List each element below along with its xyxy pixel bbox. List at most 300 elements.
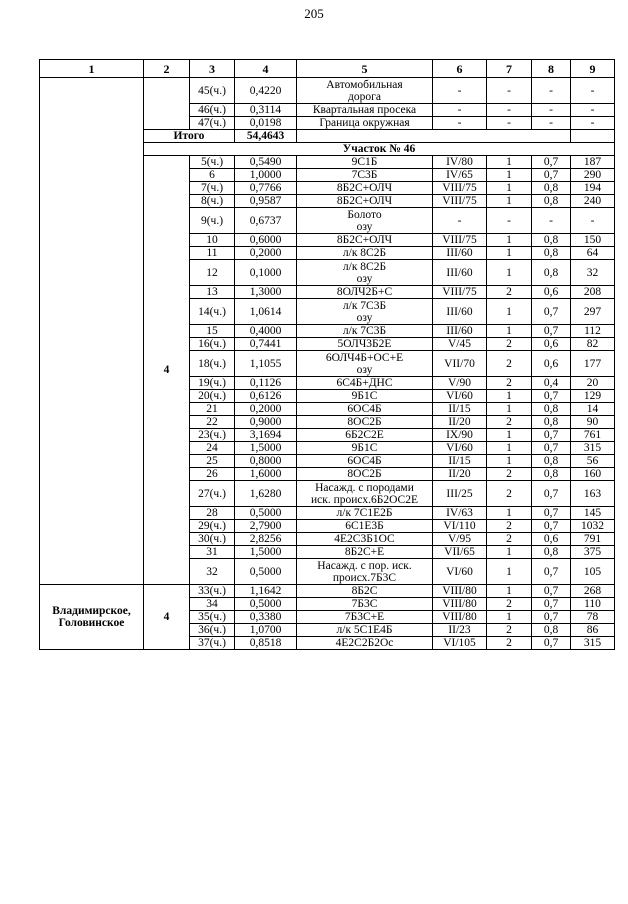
col8-cell: 0,7 (532, 390, 571, 403)
col8-cell: 0,8 (532, 455, 571, 468)
area-cell: 0,5000 (235, 559, 297, 585)
col7-cell: 1 (487, 390, 532, 403)
col7-cell: 1 (487, 260, 532, 286)
class-cell: - (433, 117, 487, 130)
col8-cell: 0,8 (532, 234, 571, 247)
subplot-cell: 37(ч.) (190, 637, 235, 650)
col7-cell: - (487, 104, 532, 117)
col7-cell: 1 (487, 234, 532, 247)
col9-cell: 14 (571, 403, 615, 416)
header-cell: 4 (235, 60, 297, 78)
description-cell (297, 429, 433, 442)
col9-cell: 297 (571, 299, 615, 325)
description-cell (297, 104, 433, 117)
col7-cell: 2 (487, 351, 532, 377)
area-cell: 0,5000 (235, 507, 297, 520)
forestry-cell (40, 585, 144, 650)
description-cell (297, 377, 433, 390)
area-cell: 0,6000 (235, 234, 297, 247)
col9-cell: 268 (571, 585, 615, 598)
col8-cell: 0,7 (532, 520, 571, 533)
description-cell (297, 611, 433, 624)
col9-cell: 375 (571, 546, 615, 559)
col8-cell: 0,8 (532, 468, 571, 481)
col9-cell: 78 (571, 611, 615, 624)
col7-cell: 1 (487, 156, 532, 169)
description-cell (297, 247, 433, 260)
subplot-cell: 36(ч.) (190, 624, 235, 637)
col9-cell: 105 (571, 559, 615, 585)
description-line: л/к 8С2Б (342, 247, 387, 259)
area-cell: 1,5000 (235, 442, 297, 455)
area-cell: 0,7766 (235, 182, 297, 195)
col9-cell: - (571, 78, 615, 104)
col7-cell: 2 (487, 598, 532, 611)
description-cell (297, 260, 433, 286)
description-line: 4Е2С2Б2Ос (335, 637, 394, 649)
description-cell (297, 455, 433, 468)
col9-cell: - (571, 104, 615, 117)
col9-cell: - (571, 208, 615, 234)
description-line: 8Б2С+ОЛЧ (336, 195, 393, 207)
subplot-cell: 34 (190, 598, 235, 611)
col9-cell: 187 (571, 156, 615, 169)
class-cell: II/15 (433, 455, 487, 468)
col8-cell: 0,8 (532, 247, 571, 260)
col9-cell: 315 (571, 637, 615, 650)
col9-cell: 129 (571, 390, 615, 403)
forest-inventory-table (39, 59, 615, 650)
class-cell: VI/110 (433, 520, 487, 533)
total-empty (571, 130, 615, 143)
area-cell: 0,3380 (235, 611, 297, 624)
col8-cell: 0,7 (532, 156, 571, 169)
col7-cell: 1 (487, 403, 532, 416)
description-cell (297, 195, 433, 208)
area-cell: 0,9000 (235, 416, 297, 429)
subplot-cell: 22 (190, 416, 235, 429)
description-cell (297, 286, 433, 299)
header-row (40, 60, 615, 78)
col8-cell: 0,6 (532, 286, 571, 299)
area-cell: 1,1055 (235, 351, 297, 377)
header-cell: 9 (571, 60, 615, 78)
description-line: 5ОЛЧ3Б2Е (337, 338, 392, 350)
subplot-cell: 31 (190, 546, 235, 559)
class-cell: VIII/75 (433, 195, 487, 208)
class-cell: VI/105 (433, 637, 487, 650)
description-cell (297, 338, 433, 351)
col8-cell: 0,7 (532, 611, 571, 624)
description-line: Автомобильная (326, 78, 403, 91)
subplot-cell: 35(ч.) (190, 611, 235, 624)
col7-cell: 2 (487, 286, 532, 299)
subplot-cell: 16(ч.) (190, 338, 235, 351)
description-line: Болото (347, 208, 382, 221)
subplot-cell: 27(ч.) (190, 481, 235, 507)
col7-cell: 2 (487, 624, 532, 637)
description-line: озу (356, 363, 373, 376)
col9-cell: 112 (571, 325, 615, 338)
col9-cell: 1032 (571, 520, 615, 533)
class-cell: VIII/80 (433, 611, 487, 624)
description-cell (297, 533, 433, 546)
subplot-cell: 26 (190, 468, 235, 481)
description-line: озу (356, 272, 373, 285)
class-cell: VIII/75 (433, 182, 487, 195)
description-cell (297, 637, 433, 650)
description-line: 4Е2С3Б1ОС (334, 533, 395, 545)
area-cell: 0,7441 (235, 338, 297, 351)
description-cell (297, 416, 433, 429)
header-cell: 8 (532, 60, 571, 78)
subplot-cell: 46(ч.) (190, 104, 235, 117)
description-line: 9С1Б (351, 156, 378, 168)
table-row (40, 585, 615, 598)
col8-cell: - (532, 104, 571, 117)
class-cell: IV/80 (433, 156, 487, 169)
col8-cell: 0,7 (532, 299, 571, 325)
class-cell: III/60 (433, 247, 487, 260)
description-line: Граница окружная (319, 117, 410, 129)
area-cell: 1,3000 (235, 286, 297, 299)
class-cell: III/60 (433, 325, 487, 338)
class-cell: VIII/80 (433, 585, 487, 598)
description-line: 8Б2С+ОЛЧ (336, 234, 393, 246)
page-number: 205 (304, 6, 324, 21)
description-line: Квартальная просека (312, 104, 417, 116)
col8-cell: 0,8 (532, 260, 571, 286)
col8-cell: 0,7 (532, 169, 571, 182)
col7-cell: - (487, 78, 532, 104)
description-line: 8Б2С+ОЛЧ (336, 182, 393, 194)
description-line: 8Б2С (351, 585, 378, 597)
col7-cell: 2 (487, 533, 532, 546)
area-cell: 1,5000 (235, 546, 297, 559)
description-line: 7Б3С+Е (344, 611, 385, 623)
subplot-cell: 12 (190, 260, 235, 286)
description-cell (297, 481, 433, 507)
table-body (40, 60, 615, 650)
class-cell: IV/63 (433, 507, 487, 520)
col7-cell: 2 (487, 416, 532, 429)
subplot-cell: 14(ч.) (190, 299, 235, 325)
col8-cell: 0,6 (532, 351, 571, 377)
subplot-cell: 33(ч.) (190, 585, 235, 598)
area-cell: 0,1000 (235, 260, 297, 286)
area-cell: 0,4000 (235, 325, 297, 338)
area-cell: 0,0198 (235, 117, 297, 130)
subplot-cell: 28 (190, 507, 235, 520)
description-cell (297, 585, 433, 598)
col7-cell: 1 (487, 195, 532, 208)
header-cell: 7 (487, 60, 532, 78)
class-cell: VIII/75 (433, 234, 487, 247)
subplot-cell: 23(ч.) (190, 429, 235, 442)
description-cell (297, 546, 433, 559)
col7-cell: 2 (487, 377, 532, 390)
class-cell: V/95 (433, 533, 487, 546)
col7-cell: 1 (487, 611, 532, 624)
description-line: л/к 5С1Е4Б (336, 624, 393, 636)
subplot-cell: 47(ч.) (190, 117, 235, 130)
col8-cell: 0,7 (532, 507, 571, 520)
description-line: л/к 8С2Б (342, 260, 387, 273)
subplot-cell: 45(ч.) (190, 78, 235, 104)
col7-cell: 1 (487, 182, 532, 195)
description-cell (297, 468, 433, 481)
subplot-cell: 21 (190, 403, 235, 416)
col8-cell: 0,8 (532, 195, 571, 208)
description-line: л/к 7С1Е2Б (336, 507, 393, 519)
description-line: 8ОС2Б (347, 468, 382, 480)
forestry-cell-empty (40, 78, 144, 585)
area-cell: 0,1126 (235, 377, 297, 390)
description-cell (297, 78, 433, 104)
table-row (40, 78, 615, 104)
header-cell: 1 (40, 60, 144, 78)
quarter-cell-empty (144, 78, 190, 130)
col9-cell: 761 (571, 429, 615, 442)
col9-cell: 110 (571, 598, 615, 611)
area-cell: 1,0700 (235, 624, 297, 637)
area-cell: 0,9587 (235, 195, 297, 208)
col7-cell: 1 (487, 455, 532, 468)
subplot-cell: 24 (190, 442, 235, 455)
col7-cell: 1 (487, 247, 532, 260)
description-line: происх.7Б3С (332, 571, 397, 584)
description-line: дорога (348, 90, 381, 103)
subplot-cell: 18(ч.) (190, 351, 235, 377)
area-cell: 1,0000 (235, 169, 297, 182)
description-cell (297, 208, 433, 234)
class-cell: II/20 (433, 416, 487, 429)
description-cell (297, 442, 433, 455)
col7-cell: 1 (487, 546, 532, 559)
class-cell: VI/60 (433, 559, 487, 585)
class-cell: - (433, 78, 487, 104)
class-cell: VII/65 (433, 546, 487, 559)
description-line: 8Б2С+Е (344, 546, 385, 558)
description-line: 6ОЛЧ4Б+ОС+Е (325, 351, 404, 364)
description-line: озу (356, 220, 373, 233)
col7-cell: 2 (487, 468, 532, 481)
area-cell: 0,6126 (235, 390, 297, 403)
col8-cell: 0,8 (532, 182, 571, 195)
description-line: 8ОЛЧ2Б+С (336, 286, 393, 298)
subplot-cell: 19(ч.) (190, 377, 235, 390)
col9-cell: 177 (571, 351, 615, 377)
col9-cell: 315 (571, 442, 615, 455)
subplot-cell: 29(ч.) (190, 520, 235, 533)
class-cell: IX/90 (433, 429, 487, 442)
col7-cell: 1 (487, 299, 532, 325)
description-cell (297, 559, 433, 585)
col8-cell: 0,7 (532, 559, 571, 585)
col7-cell: - (487, 208, 532, 234)
col7-cell: 1 (487, 169, 532, 182)
subplot-cell: 20(ч.) (190, 390, 235, 403)
description-line: 7С3Б (351, 169, 378, 181)
class-cell: - (433, 208, 487, 234)
description-line: 6ОС4Б (347, 403, 382, 415)
col7-cell: 2 (487, 520, 532, 533)
col8-cell: 0,6 (532, 533, 571, 546)
class-cell: II/20 (433, 468, 487, 481)
description-cell (297, 182, 433, 195)
forestry-line: Владимирское, (52, 605, 131, 617)
total-empty (297, 130, 571, 143)
col8-cell: 0,8 (532, 624, 571, 637)
class-cell: II/23 (433, 624, 487, 637)
col9-cell: 145 (571, 507, 615, 520)
col8-cell: 0,7 (532, 598, 571, 611)
total-area: 54,4643 (235, 130, 297, 143)
area-cell: 1,6000 (235, 468, 297, 481)
col7-cell: 1 (487, 559, 532, 585)
subplot-cell: 9(ч.) (190, 208, 235, 234)
description-line: Насажд. с породами (315, 481, 414, 494)
subplot-cell: 6 (190, 169, 235, 182)
col7-cell: 2 (487, 338, 532, 351)
area-cell: 2,7900 (235, 520, 297, 533)
col9-cell: 290 (571, 169, 615, 182)
area-cell: 3,1694 (235, 429, 297, 442)
area-cell: 0,4220 (235, 78, 297, 104)
area-cell: 0,6737 (235, 208, 297, 234)
header-cell: 5 (297, 60, 433, 78)
col7-cell: 1 (487, 442, 532, 455)
class-cell: V/90 (433, 377, 487, 390)
col8-cell: - (532, 78, 571, 104)
col9-cell: 64 (571, 247, 615, 260)
area-cell: 0,8000 (235, 455, 297, 468)
description-line: озу (356, 311, 373, 324)
class-cell: III/60 (433, 260, 487, 286)
subplot-cell: 8(ч.) (190, 195, 235, 208)
description-cell (297, 156, 433, 169)
header-cell: 3 (190, 60, 235, 78)
description-cell (297, 598, 433, 611)
col8-cell: 0,7 (532, 442, 571, 455)
col7-cell: - (487, 117, 532, 130)
description-line: 6С1Е3Б (345, 520, 384, 532)
class-cell: II/15 (433, 403, 487, 416)
col8-cell: 0,7 (532, 637, 571, 650)
col8-cell: 0,8 (532, 403, 571, 416)
area-cell: 1,0614 (235, 299, 297, 325)
forestry-line: Головинское (58, 617, 125, 629)
description-line: л/к 7С3Б (342, 325, 387, 337)
description-cell (297, 390, 433, 403)
description-cell (297, 403, 433, 416)
col9-cell: 208 (571, 286, 615, 299)
subplot-cell: 5(ч.) (190, 156, 235, 169)
area-cell: 1,6280 (235, 481, 297, 507)
description-line: 6Б2С2Е (345, 429, 384, 441)
col9-cell: 86 (571, 624, 615, 637)
subplot-cell: 32 (190, 559, 235, 585)
description-cell (297, 507, 433, 520)
col7-cell: 2 (487, 637, 532, 650)
area-cell: 0,8518 (235, 637, 297, 650)
description-cell (297, 325, 433, 338)
col8-cell: 0,7 (532, 325, 571, 338)
description-cell (297, 169, 433, 182)
col9-cell: 56 (571, 455, 615, 468)
class-cell: III/60 (433, 299, 487, 325)
col8-cell: 0,8 (532, 416, 571, 429)
col9-cell: 160 (571, 468, 615, 481)
description-line: иск. происх.6Б2ОС2Е (311, 493, 418, 506)
description-cell (297, 117, 433, 130)
description-line: 8ОС2Б (347, 416, 382, 428)
col7-cell: 1 (487, 585, 532, 598)
subplot-cell: 30(ч.) (190, 533, 235, 546)
col7-cell: 1 (487, 325, 532, 338)
col7-cell: 2 (487, 481, 532, 507)
description-line: 6ОС4Б (347, 455, 382, 467)
col9-cell: 32 (571, 260, 615, 286)
col8-cell: 0,7 (532, 429, 571, 442)
description-line: 9Б1С (351, 390, 378, 402)
col9-cell: 163 (571, 481, 615, 507)
description-cell (297, 299, 433, 325)
class-cell: VII/70 (433, 351, 487, 377)
quarter-cell: 4 (144, 156, 190, 585)
col8-cell: - (532, 208, 571, 234)
col9-cell: 791 (571, 533, 615, 546)
col9-cell: 240 (571, 195, 615, 208)
col9-cell: 150 (571, 234, 615, 247)
description-cell (297, 520, 433, 533)
description-line: 9Б1С (351, 442, 378, 454)
col7-cell: 1 (487, 507, 532, 520)
total-label: Итого (144, 130, 235, 143)
col8-cell: 0,7 (532, 585, 571, 598)
col8-cell: 0,7 (532, 481, 571, 507)
subplot-cell: 7(ч.) (190, 182, 235, 195)
subplot-cell: 11 (190, 247, 235, 260)
col9-cell: 20 (571, 377, 615, 390)
col9-cell: 194 (571, 182, 615, 195)
area-cell: 0,5490 (235, 156, 297, 169)
class-cell: III/25 (433, 481, 487, 507)
col7-cell: 1 (487, 429, 532, 442)
description-cell (297, 351, 433, 377)
class-cell: - (433, 104, 487, 117)
description-cell (297, 234, 433, 247)
col8-cell: 0,4 (532, 377, 571, 390)
header-cell: 2 (144, 60, 190, 78)
description-cell (297, 624, 433, 637)
class-cell: VIII/80 (433, 598, 487, 611)
description-line: 6С4Б+ДНС (336, 377, 393, 389)
subplot-cell: 25 (190, 455, 235, 468)
class-cell: V/45 (433, 338, 487, 351)
col8-cell: 0,8 (532, 546, 571, 559)
quarter-cell: 4 (144, 585, 190, 650)
area-cell: 0,5000 (235, 598, 297, 611)
class-cell: VI/60 (433, 442, 487, 455)
area-cell: 1,1642 (235, 585, 297, 598)
subplot-cell: 13 (190, 286, 235, 299)
area-cell: 0,3114 (235, 104, 297, 117)
class-cell: VIII/75 (433, 286, 487, 299)
subplot-cell: 10 (190, 234, 235, 247)
header-cell: 6 (433, 60, 487, 78)
class-cell: VI/60 (433, 390, 487, 403)
